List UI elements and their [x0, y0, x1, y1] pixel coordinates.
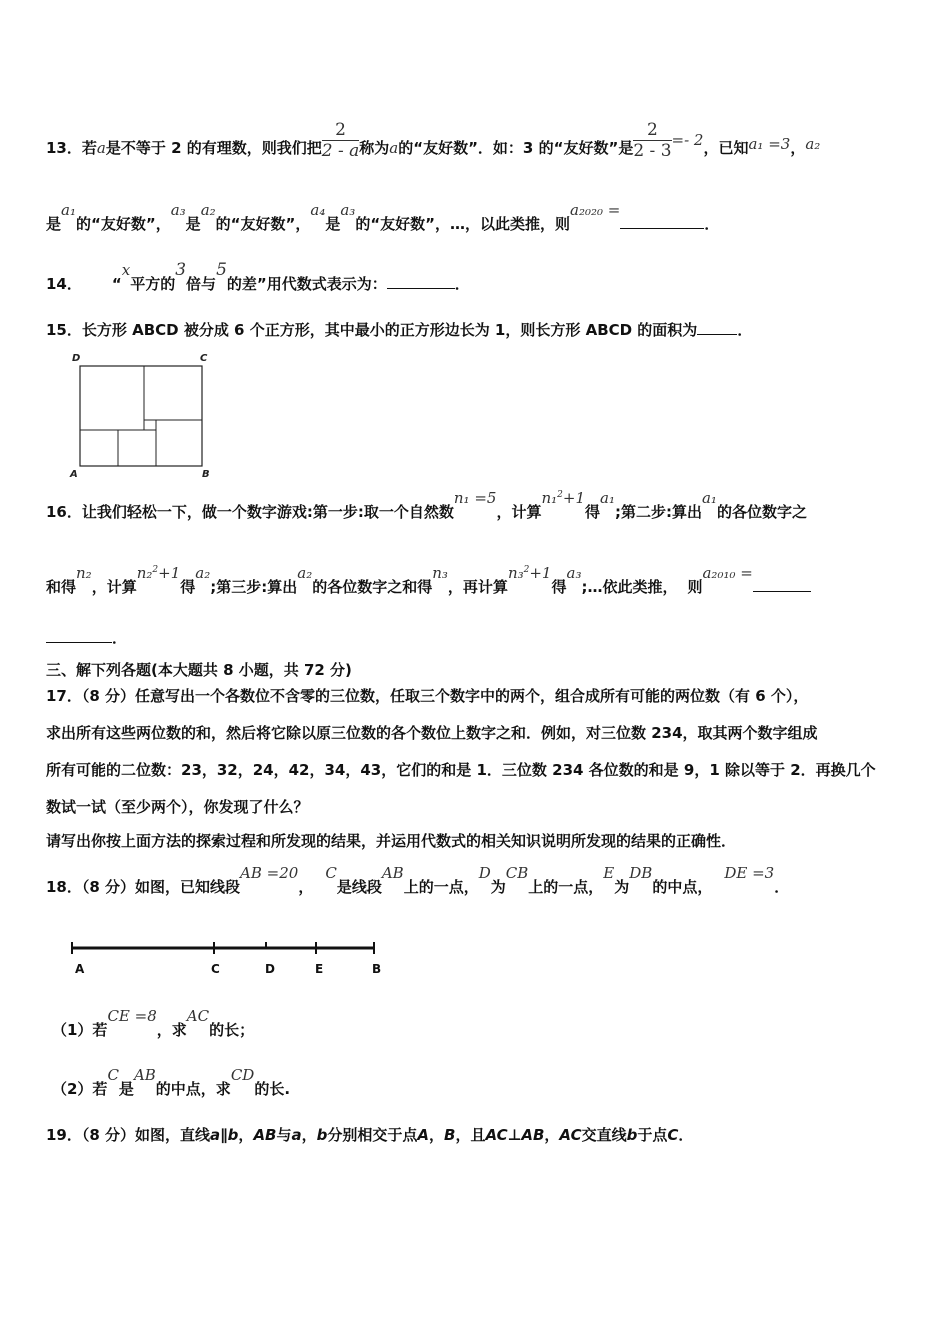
label-C: C — [211, 962, 220, 976]
label-C: C — [200, 353, 208, 364]
friend-number-fraction: $\frac{2}{2 - a}$ — [321, 120, 360, 161]
q16-line3: ． — [46, 628, 127, 648]
q15-line: 15．长方形 ABCD 被分成 6 个正方形，其中最小的正方形边长为 1，则长方形 ABCD 的面积为 ． — [46, 321, 753, 339]
q14-line: 14． “x平方的3倍与5的差”用代数式表示为： ． — [46, 260, 470, 293]
section3-title: 三、解下列各题(本大题共 8 小题，共 72 分) — [46, 661, 352, 679]
label-B: B — [372, 962, 382, 976]
q13-line2: 是a₁的“友好数”，a₃是a₂的“友好数”，a₄是a₃的“友好数”，…，以此类推，则a₂₀₂₀ =． — [46, 201, 720, 233]
answer-blank-continued — [46, 642, 112, 643]
q14-number: 14． — [46, 275, 82, 293]
label-D: D — [265, 962, 275, 976]
q16-line1: 16．让我们轻松一下，做一个数字游戏:第一步:取一个自然数n₁ =5，计算n₁$^2$+1得a₁;第二步:算出a₁的各位数字之 — [46, 489, 807, 521]
label-B: B — [202, 469, 210, 480]
label-A: A — [70, 469, 78, 480]
answer-blank — [753, 591, 811, 592]
q16-line2: 和得n₂，计算n₂$^2$+1得a₂;第三步:算出a₂的各位数字之和得n₃，再计算n₃$^2$+1得a₃;…依此类推， 则a₂₀₁₀ = — [46, 577, 811, 600]
q17-line3: 所有可能的二位数：23，32，24，42，34，43，它们的和是 1．三位数 234 各位数的和是 9，1 除以等于 2．再换几个 — [46, 761, 876, 779]
segment-figure — [66, 938, 396, 978]
q18-part1: （1）若CE =8，求AC的长； — [52, 1007, 255, 1039]
q17-line4: 数试一试（至少两个），你发现了什么？ — [46, 798, 309, 816]
label-D: D — [72, 353, 81, 364]
q17-line2: 求出所有这些两位数的和，然后将它除以原三位数的各个数位上数字之和．例如，对三位数 234，取其两个数字组成 — [46, 724, 818, 742]
rectangle-squares-figure — [66, 350, 226, 480]
q13-line1: 13．若a是不等于 2 的有理数，则我们把 $\frac{2}{2 - a}$ 称为a的“友好数”．如：3 的“友好数”是 $\frac{2}{2 - 3}$ =- 2，已知a₁ =3，a₂ — [46, 120, 821, 161]
answer-blank — [387, 288, 455, 289]
q18-part2: （2）若C是AB的中点，求CD的长. — [52, 1066, 291, 1098]
q17-line5: 请写出你按上面方法的探索过程和所发现的结果，并运用代数式的相关知识说明所发现的结果的正确性． — [46, 832, 737, 850]
answer-blank — [620, 228, 704, 229]
label-A: A — [75, 962, 85, 976]
example-fraction: $\frac{2}{2 - 3}$ — [633, 120, 672, 161]
answer-blank — [697, 334, 737, 335]
q13-number: 13． — [46, 139, 82, 157]
q18-line: 18．（8 分）如图，已知线段AB =20，C是线段AB上的一点，D为CB上的一点，E为DB的中点，DE =3． — [46, 864, 790, 896]
q19-line: 19．（8 分）如图，直线a∥b，AB与a，b分别相交于点A，B，且AC⊥AB，AC交直线b于点C． — [46, 1126, 694, 1144]
label-E: E — [315, 962, 324, 976]
q17-line1: 17．（8 分）任意写出一个各数位不含零的三位数，任取三个数字中的两个，组合成所有可能的两位数（有 6 个）， — [46, 687, 809, 705]
